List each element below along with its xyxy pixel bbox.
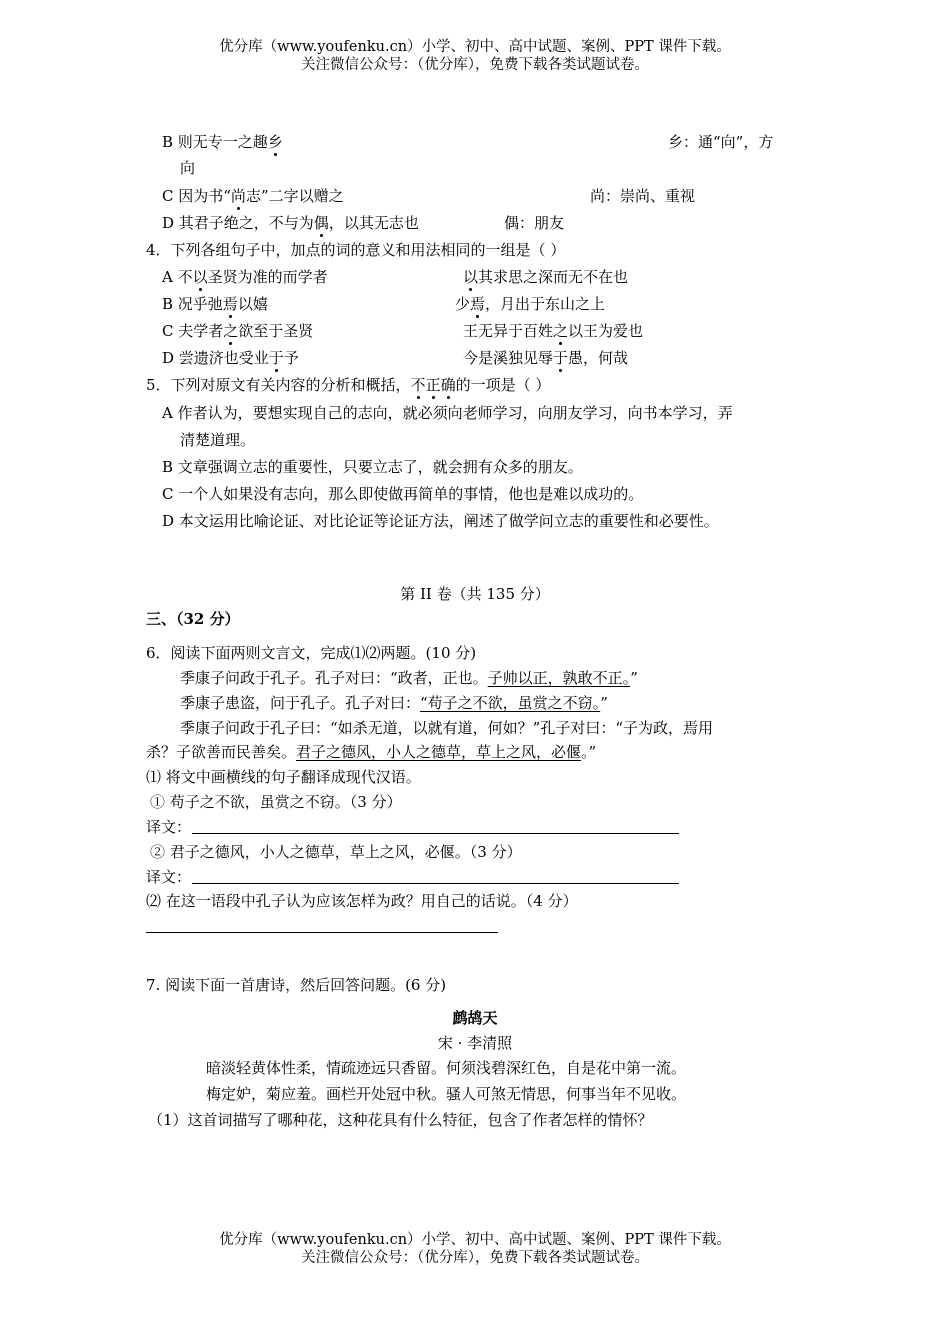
footer-line-1: 优分库（www.youfenku.cn）小学、初中、高中试题、案例、PPT 课件下载。: [219, 1232, 731, 1248]
q4-a-right-dotted: 以: [463, 268, 479, 286]
q4-option-d-right: [463, 348, 628, 368]
q3-option-c: [162, 186, 344, 206]
q4-d-left-pre: D 尝遗济也受业: [162, 349, 269, 367]
q6-translation-label-2: 译文：: [146, 868, 192, 886]
q5-option-c: C 一个人如果没有志向，那么即使做再简单的事情，他也是难以成功的。: [162, 485, 644, 503]
q4-d-right-pre: 今是溪独见辱: [463, 349, 554, 367]
q4-d-left-dotted: 于: [268, 349, 284, 367]
q6-passage-3-line2: [146, 742, 596, 762]
q5-stem-dotted-2: 正: [425, 376, 441, 394]
q4-a-left-post: 圣贤为准的而学者: [207, 268, 328, 286]
q5-option-b: B 文章强调立志的重要性，只要立志了，就会拥有众多的朋友。: [162, 458, 583, 476]
q4-a-left-pre: A 不: [162, 268, 193, 286]
q6-sub-question-1: ⑴ 将文中画横线的句子翻译成现代汉语。: [146, 768, 421, 786]
q6-p4-pre: 杀？子欲善而民善矣。: [146, 743, 297, 761]
q6-p2-post: ”: [600, 694, 608, 712]
q7-question-1: （1）这首词描写了哪种花，这种花具有什么特征，包含了作者怎样的情怀？: [148, 1111, 653, 1129]
q4-c-right-post: 以王为爱也: [568, 322, 644, 340]
poem-title: 鹧鸪天: [452, 1009, 498, 1027]
poem-author: 宋 · 李清照: [437, 1034, 513, 1052]
q3-d-dotted: 偶: [313, 214, 329, 232]
q6-p1-pre: 季康子问政于孔子。孔子对曰：“政者，正也。: [180, 669, 488, 687]
q4-b-left-post: 以嬉: [237, 295, 268, 313]
q3-d-pre: D 其君子绝之，不与为: [162, 214, 314, 232]
q3-c-dotted: 尚: [230, 187, 246, 205]
q5-stem: [146, 375, 550, 395]
q6-passage-3-line1: 季康子问政于孔子曰：“如杀无道，以就有道，何如？”孔子对曰：“子为政，焉用: [180, 719, 714, 737]
q3-b-dotted: 乡: [267, 133, 283, 151]
q3-d-gloss: 偶：朋友: [504, 214, 565, 232]
q4-a-left-dotted: 以: [192, 268, 208, 286]
q5-option-d: D 本文运用比喻论证、对比论证等论证方法，阐述了做学问立志的重要性和必要性。: [162, 512, 719, 530]
q6-p1-post: ”: [630, 669, 638, 687]
q5-stem-pre: 5．下列对原文有关内容的分析和概括，: [146, 376, 411, 394]
q4-b-left-dotted: 焉: [222, 295, 238, 313]
q3-b-gloss: 乡：通“向”，方: [668, 133, 774, 151]
q5-stem-dotted-3: 确: [440, 376, 456, 394]
q4-a-right-post: 其求思之深而无不在也: [478, 268, 629, 286]
header-line-2: 关注微信公众号：（优分库），免费下载各类试题试卷。: [301, 57, 649, 73]
q4-option-a-left: [162, 267, 328, 287]
q4-b-right-post: ，月出于东山之上: [485, 295, 606, 313]
q4-option-a-right: [463, 267, 628, 287]
q4-b-left-pre: B 况乎弛: [162, 295, 223, 313]
q3-option-b: [162, 132, 283, 152]
poem-line-2: 梅定妒，菊应羞。画栏开处冠中秋。骚人可煞无情思，何事当年不见收。: [206, 1085, 687, 1103]
q4-option-b-left: [162, 294, 268, 314]
q6-translation-label-1: 译文：: [146, 818, 192, 836]
q6-passage-2: [180, 693, 608, 713]
q4-c-right-dotted: 之: [553, 322, 569, 340]
q6-passage-1: [180, 668, 638, 688]
q5-stem-dotted-1: 不: [410, 376, 426, 394]
q4-option-c-right: [463, 321, 643, 341]
q6-p2-underlined: “苟子之不欲，虽赏之不窃。: [420, 694, 601, 712]
q6-p4-underlined: 君子之德风，小人之德草，草上之风，必偃: [296, 743, 582, 761]
q3-d-post: ，以其无志也: [328, 214, 419, 232]
q6-stem: 6．阅读下面两则文言文，完成⑴⑵两题。(10 分): [146, 644, 477, 662]
q4-b-right-dotted: 焉: [470, 295, 486, 313]
poem-line-1: 暗淡轻黄体性柔，情疏迹远只香留。何须浅碧深红色，自是花中第一流。: [206, 1059, 687, 1077]
q3-c-gloss: 尚：崇尚、重视: [590, 187, 696, 205]
q6-item-2: ② 君子之德风，小人之德草，草上之风，必偃。（3 分）: [150, 843, 522, 861]
q4-stem: 4．下列各组句子中，加点的词的意义和用法相同的一组是（ ）: [146, 241, 566, 259]
q4-option-c-left: [162, 321, 313, 341]
q6-p1-underlined: 子帅以正，孰敢不正。: [487, 669, 631, 687]
q3-c-pre: C 因为书“: [162, 187, 231, 205]
footer-line-2: 关注微信公众号：（优分库），免费下载各类试题试卷。: [301, 1250, 649, 1266]
q6-item-1: ① 苟子之不欲，虽赏之不窃。（3 分）: [150, 793, 402, 811]
section-three-heading: 三、（32 分）: [146, 610, 240, 628]
q4-c-right-pre: 王无异于百姓: [463, 322, 554, 340]
q4-option-b-right: [455, 294, 605, 314]
q3-option-d: [162, 213, 419, 233]
q6-answer-line-2[interactable]: [192, 883, 679, 884]
q4-c-left-pre: C 夫学者: [162, 322, 224, 340]
q5-stem-post: 的一项是（ ）: [455, 376, 551, 394]
part2-title: 第 II 卷（共 135 分）: [400, 585, 550, 603]
q4-b-right-pre: 少: [455, 295, 471, 313]
q6-p4-post: 。”: [581, 743, 597, 761]
q4-c-left-dotted: 之: [223, 322, 239, 340]
q3-c-post: 志”二字以赠之: [245, 187, 344, 205]
q3-b-text: B 则无专一之趣: [162, 133, 268, 151]
q3-b-gloss-wrap: 向: [180, 159, 196, 177]
q6-answer-line-1[interactable]: [192, 833, 679, 834]
q5-option-a-line1: A 作者认为，要想实现自己的志向，就必须向老师学习，向朋友学习，向书本学习，弄: [162, 404, 733, 422]
q4-option-d-left: [162, 348, 299, 368]
q6-sub-question-2: ⑵ 在这一语段中孔子认为应该怎样为政？用自己的话说。（4 分）: [146, 892, 578, 910]
q5-option-a-line2: 清楚道理。: [180, 431, 256, 449]
q7-stem: 7. 阅读下面一首唐诗，然后回答问题。(6 分): [146, 976, 447, 994]
q6-answer-line-3[interactable]: [146, 932, 498, 933]
q6-p2-pre: 季康子患盗，问于孔子。孔子对曰：: [180, 694, 421, 712]
q4-d-right-dotted: 于: [553, 349, 569, 367]
q4-d-left-post: 予: [283, 349, 299, 367]
q4-d-right-post: 愚，何哉: [568, 349, 629, 367]
header-line-1: 优分库（www.youfenku.cn）小学、初中、高中试题、案例、PPT 课件下载。: [219, 39, 731, 55]
q4-c-left-post: 欲至于圣贤: [238, 322, 314, 340]
